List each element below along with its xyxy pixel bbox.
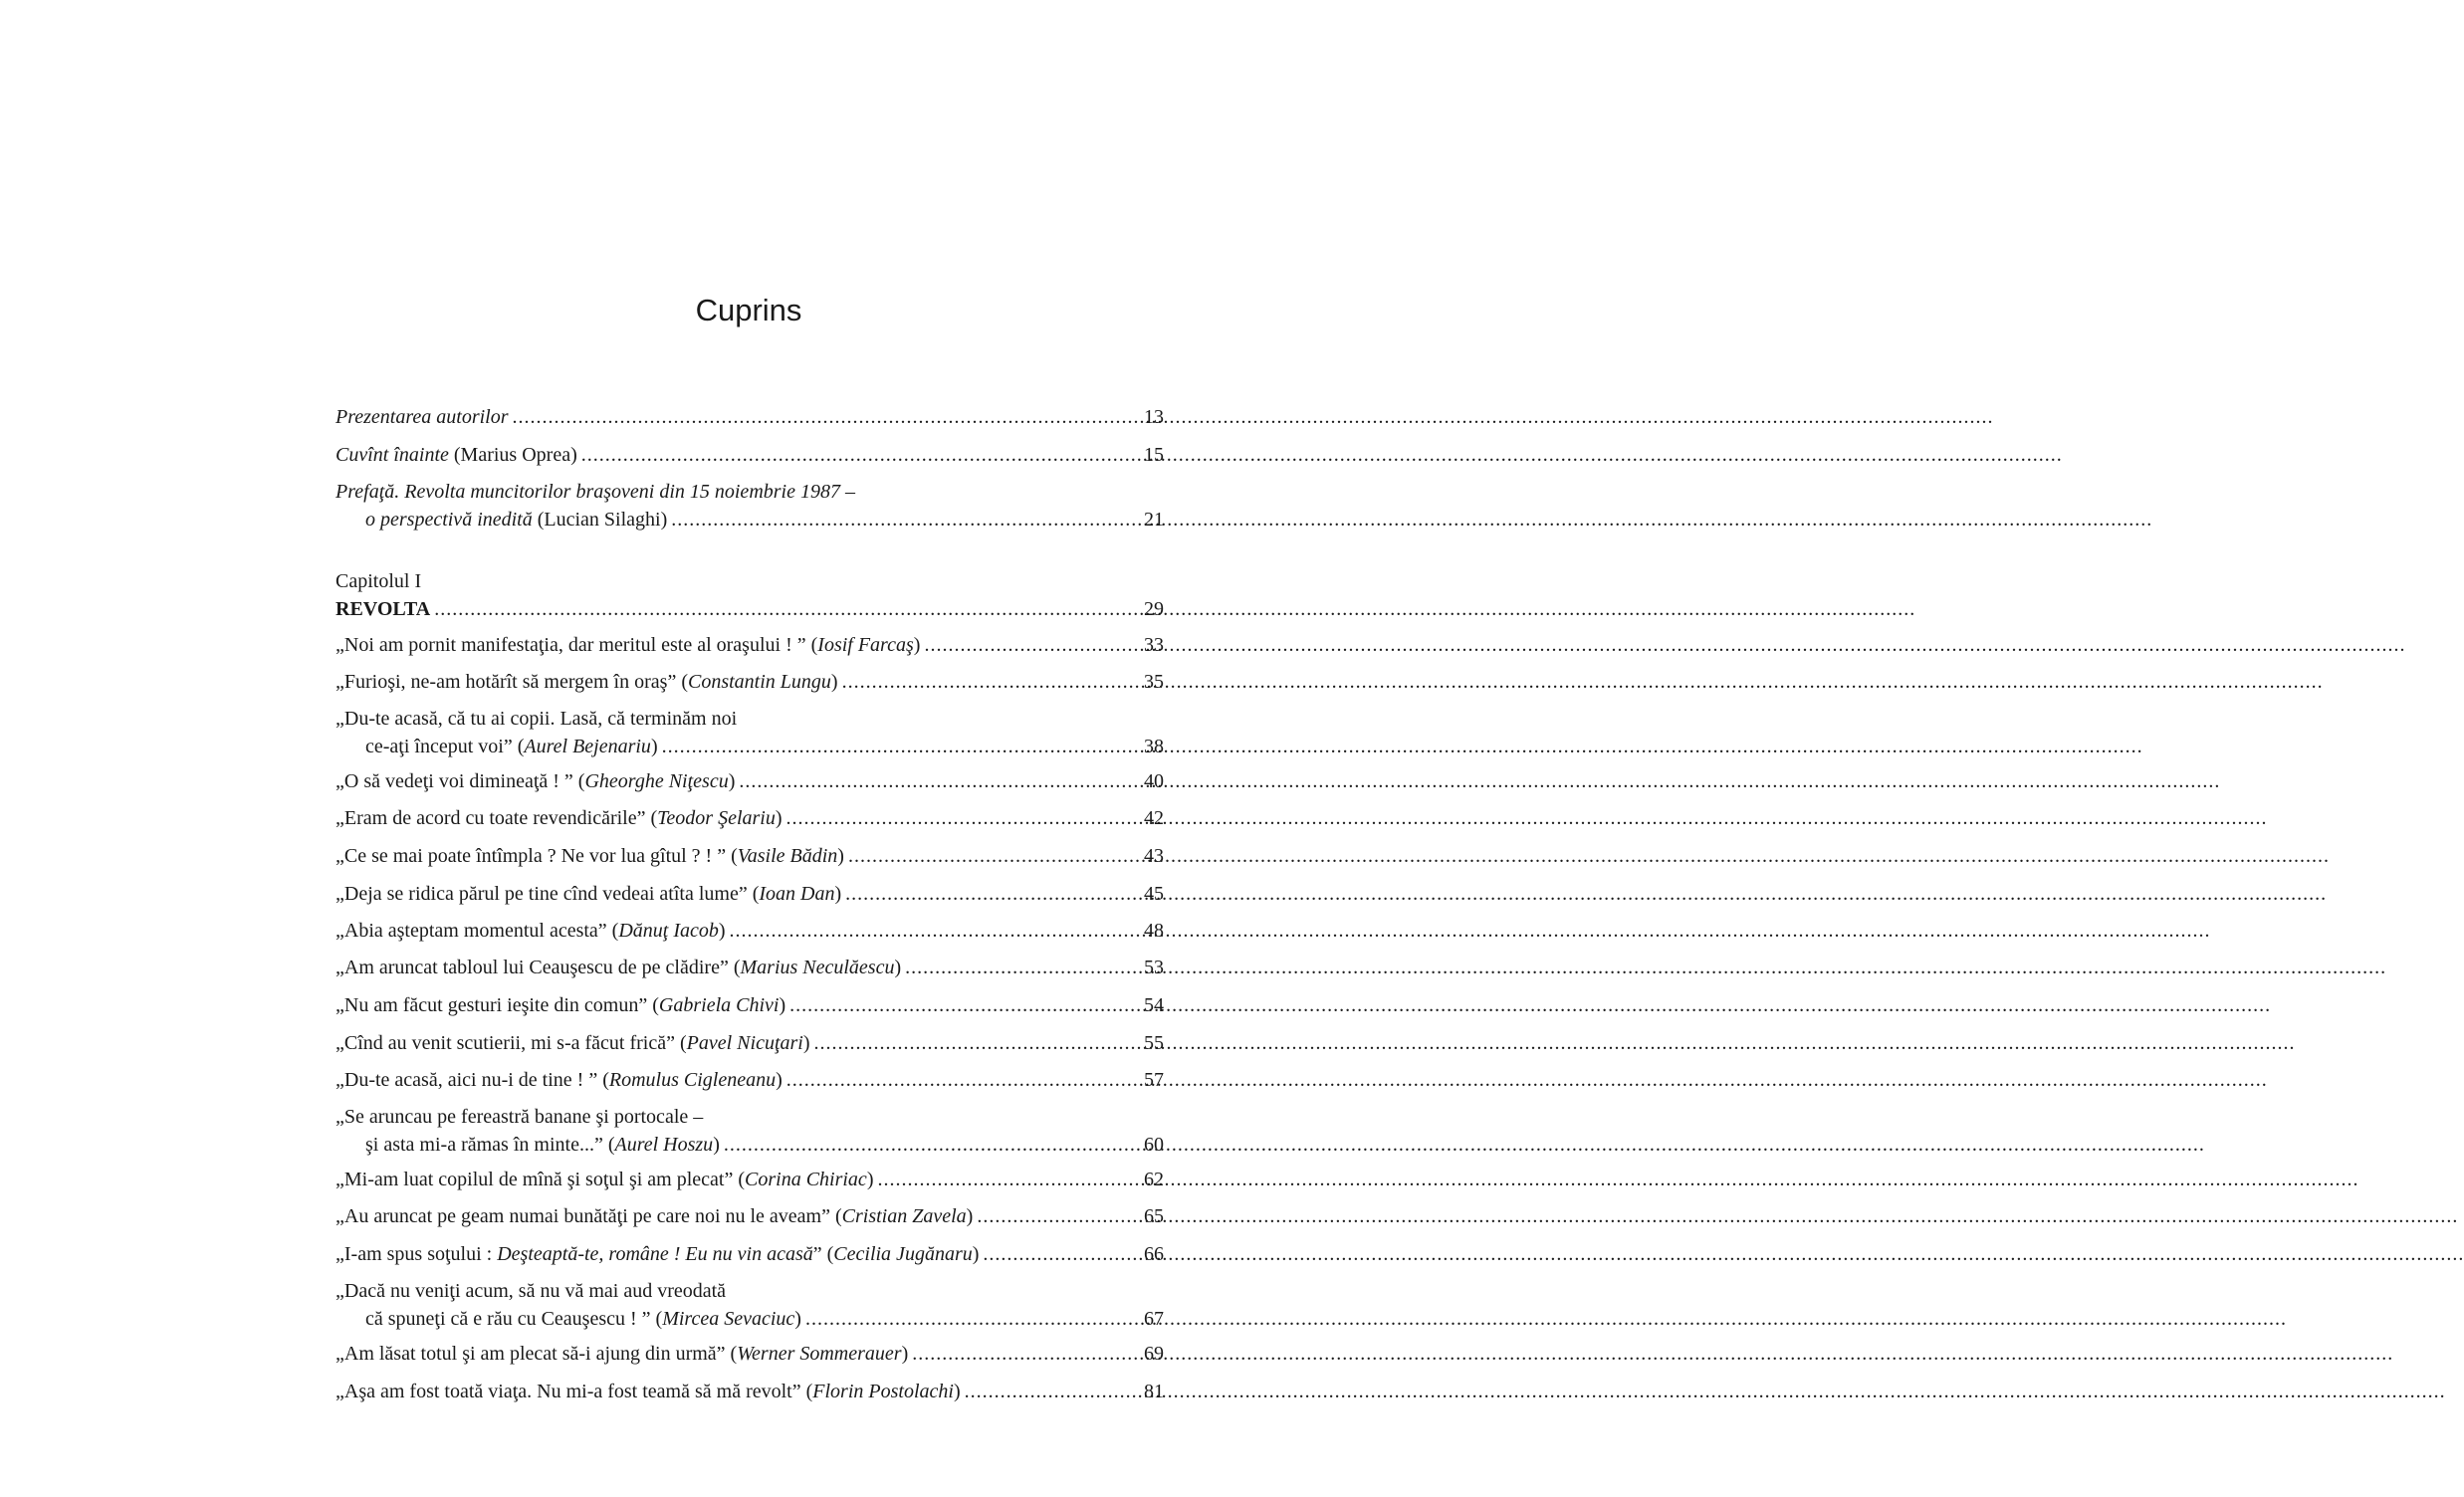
toc-text: ) bbox=[837, 845, 844, 867]
toc-entry-line bbox=[336, 1378, 1164, 1405]
toc-text: „Du-te acasă, aici nu-i de tine ! ” ( bbox=[336, 1069, 609, 1091]
toc-entry[interactable] bbox=[336, 917, 1164, 945]
toc-entry[interactable] bbox=[336, 441, 1164, 469]
dot-leader bbox=[662, 733, 1142, 760]
toc-text: ) bbox=[913, 634, 921, 656]
toc-entry-line bbox=[336, 403, 1164, 431]
dot-leader bbox=[786, 1066, 1142, 1094]
toc-entry-text bbox=[336, 991, 785, 1019]
page-number: 60 bbox=[1144, 1134, 1164, 1156]
toc-text: „Se aruncau pe fereastră banane şi portocale – bbox=[336, 1106, 704, 1128]
toc-italic-text: Cristian Zavela bbox=[841, 1205, 967, 1227]
toc-entry[interactable] bbox=[336, 1277, 1164, 1333]
page-number: 40 bbox=[1144, 770, 1164, 792]
toc-text: ) bbox=[775, 807, 783, 829]
toc-italic-text: Cecilia Jugănaru bbox=[833, 1243, 973, 1265]
toc-text: ) bbox=[953, 1381, 961, 1402]
toc-entry[interactable] bbox=[336, 403, 1164, 431]
toc-entry-line bbox=[336, 1305, 1164, 1333]
toc-entry-line bbox=[336, 991, 1164, 1019]
toc-italic-text: Prefaţă. Revolta muncitorilor braşoveni din 15 noiembrie 1987 – bbox=[336, 481, 855, 503]
toc-entry[interactable] bbox=[336, 1378, 1164, 1405]
toc-entry-text bbox=[336, 1202, 973, 1230]
toc-entry[interactable] bbox=[336, 1340, 1164, 1368]
toc-italic-text: Iosif Farcaş bbox=[817, 634, 914, 656]
toc-entry[interactable] bbox=[336, 1202, 1164, 1230]
toc-text: ) bbox=[966, 1205, 974, 1227]
toc-italic-text: o perspectivă inedită bbox=[365, 509, 533, 531]
page-number: 66 bbox=[1144, 1243, 1164, 1265]
toc-text: „Am lăsat totul şi am plecat să-i ajung din urmă” ( bbox=[336, 1343, 738, 1365]
toc-entry-line bbox=[336, 1066, 1164, 1094]
toc-text: ) bbox=[776, 1069, 783, 1091]
page-number: 65 bbox=[1144, 1205, 1164, 1227]
toc-italic-text: Pavel Nicuţari bbox=[686, 1032, 803, 1054]
toc-entry-line bbox=[336, 1131, 1164, 1159]
page-number: 67 bbox=[1144, 1308, 1164, 1330]
toc-text: şi asta mi-a rămas în minte...” ( bbox=[365, 1134, 615, 1156]
toc-entry-line bbox=[336, 1340, 1164, 1368]
toc-entry[interactable] bbox=[336, 705, 1164, 760]
toc-text: ) bbox=[834, 883, 842, 905]
toc-entry-text bbox=[336, 880, 841, 908]
toc-entry-line bbox=[336, 1166, 1164, 1193]
toc-entry-text bbox=[336, 917, 726, 945]
page-number: 42 bbox=[1144, 807, 1164, 829]
toc-italic-text: Deşteaptă-te, române ! Eu nu vin acasă bbox=[497, 1243, 813, 1265]
toc-text: „Abia aşteptam momentul acesta” ( bbox=[336, 920, 619, 942]
toc-entry-text bbox=[336, 1240, 979, 1268]
page-number: 81 bbox=[1144, 1381, 1164, 1402]
toc-italic-text: Gheorghe Niţescu bbox=[584, 770, 729, 792]
dot-leader bbox=[513, 403, 1142, 431]
toc-text: „Au aruncat pe geam numai bunătăţi pe care noi nu le aveam” ( bbox=[336, 1205, 842, 1227]
dot-leader bbox=[739, 767, 1142, 795]
toc-entry-line bbox=[336, 668, 1164, 696]
page-number: 15 bbox=[1144, 444, 1164, 466]
toc-entry-line bbox=[336, 733, 1164, 760]
page-number: 45 bbox=[1144, 883, 1164, 905]
toc-entry[interactable] bbox=[336, 767, 1164, 795]
dot-leader bbox=[789, 991, 1142, 1019]
toc-text: ) bbox=[894, 957, 902, 978]
chapter-title-line bbox=[336, 595, 1164, 623]
toc-text: „Dacă nu veniţi acum, să nu vă mai aud vreodată bbox=[336, 1280, 727, 1302]
toc-entry[interactable] bbox=[336, 1240, 1164, 1268]
toc-text: „Eram de acord cu toate revendicările” ( bbox=[336, 807, 658, 829]
toc-italic-text: Florin Postolachi bbox=[812, 1381, 954, 1402]
page-number: 57 bbox=[1144, 1069, 1164, 1091]
toc-entry-line bbox=[336, 1277, 1164, 1305]
page-number: 43 bbox=[1144, 845, 1164, 867]
chapter-heading[interactable] bbox=[336, 567, 1164, 623]
page-number: 69 bbox=[1144, 1343, 1164, 1365]
toc-entry[interactable] bbox=[336, 478, 1164, 534]
toc-text: „Deja se ridica părul pe tine cînd vedeai atîta lume” ( bbox=[336, 883, 760, 905]
toc-entry-text bbox=[336, 954, 901, 981]
page-number: 55 bbox=[1144, 1032, 1164, 1054]
toc-entry-line bbox=[336, 1202, 1164, 1230]
toc-text: „Cînd au venit scutierii, mi s-a făcut frică” ( bbox=[336, 1032, 687, 1054]
toc-entry[interactable] bbox=[336, 954, 1164, 981]
toc-entry-text bbox=[365, 1305, 801, 1333]
toc-entry[interactable] bbox=[336, 631, 1164, 659]
dot-leader bbox=[786, 804, 1142, 832]
toc-entry-line bbox=[336, 804, 1164, 832]
toc-entry[interactable] bbox=[336, 1029, 1164, 1057]
toc-text: „Nu am făcut gesturi ieşite din comun” ( bbox=[336, 994, 659, 1016]
toc-entry-text bbox=[336, 668, 838, 696]
toc-text: „Am aruncat tabloul lui Ceauşescu de pe clădire” ( bbox=[336, 957, 741, 978]
toc-text: „O să vedeţi voi dimineaţă ! ” ( bbox=[336, 770, 585, 792]
toc-entry[interactable] bbox=[336, 880, 1164, 908]
page-number: 29 bbox=[1144, 598, 1164, 620]
toc-text: ) bbox=[794, 1308, 801, 1330]
toc-entry[interactable] bbox=[336, 1166, 1164, 1193]
page-title: Cuprins bbox=[695, 293, 802, 327]
toc-entry-line bbox=[336, 478, 1164, 506]
toc-entry-line bbox=[336, 506, 1164, 534]
dot-leader bbox=[983, 1240, 1142, 1268]
toc-text: ) bbox=[650, 736, 658, 757]
toc-text: ) bbox=[802, 1032, 810, 1054]
toc-italic-text: Ioan Dan bbox=[759, 883, 835, 905]
toc-text: ) bbox=[779, 994, 786, 1016]
toc-text: ) bbox=[830, 671, 838, 693]
page-number: 21 bbox=[1144, 509, 1164, 531]
toc-italic-text: Aurel Hoszu bbox=[614, 1134, 714, 1156]
page-number: 62 bbox=[1144, 1169, 1164, 1190]
toc-italic-text: Vasile Bădin bbox=[737, 845, 838, 867]
toc-entry[interactable] bbox=[336, 668, 1164, 696]
dot-leader bbox=[724, 1131, 1142, 1159]
toc-entry-line bbox=[336, 842, 1164, 870]
toc-entry-line bbox=[336, 1103, 1164, 1131]
dot-leader bbox=[924, 631, 1142, 659]
toc-entry-text bbox=[336, 441, 577, 469]
toc-italic-text: Teodor Şelariu bbox=[657, 807, 776, 829]
toc-italic-text: Romulus Cigleneanu bbox=[608, 1069, 777, 1091]
chapter-label: Capitolul I bbox=[336, 570, 422, 592]
toc-entry-line bbox=[336, 1029, 1164, 1057]
toc-entry-text bbox=[336, 1029, 810, 1057]
toc-entry-line bbox=[336, 767, 1164, 795]
toc-entry[interactable] bbox=[336, 804, 1164, 832]
dot-leader bbox=[434, 595, 1142, 623]
toc-italic-text: Marius Neculăescu bbox=[740, 957, 895, 978]
toc-entry-text bbox=[336, 842, 844, 870]
toc-entry-text bbox=[336, 1166, 873, 1193]
toc-text: „Ce se mai poate întîmpla ? Ne vor lua gîtul ? ! ” ( bbox=[336, 845, 738, 867]
page-number: 54 bbox=[1144, 994, 1164, 1016]
toc-entry-text bbox=[365, 1131, 720, 1159]
toc-entry-text bbox=[365, 506, 667, 534]
toc-text: „Aşa am fost toată viaţa. Nu mi-a fost teamă să mă revolt” ( bbox=[336, 1381, 813, 1402]
toc-text: (Lucian Silaghi) bbox=[532, 509, 668, 531]
toc-text: ) bbox=[866, 1169, 874, 1190]
dot-leader bbox=[905, 954, 1142, 981]
toc-text: ) bbox=[718, 920, 726, 942]
dot-leader bbox=[845, 880, 1142, 908]
dot-leader bbox=[730, 917, 1142, 945]
page-number: 48 bbox=[1144, 920, 1164, 942]
dot-leader bbox=[581, 441, 1142, 469]
toc-italic-text: Gabriela Chivi bbox=[658, 994, 780, 1016]
toc-text: „Du-te acasă, că tu ai copii. Lasă, că terminăm noi bbox=[336, 708, 738, 730]
toc-entry-text bbox=[336, 767, 735, 795]
toc-text: „I-am spus soţului : bbox=[336, 1243, 498, 1265]
toc-entry-line bbox=[336, 954, 1164, 981]
toc-italic-text: Werner Sommerauer bbox=[737, 1343, 902, 1365]
toc-entry-line bbox=[336, 880, 1164, 908]
toc-entry-text bbox=[336, 1378, 961, 1405]
toc-entry-text bbox=[336, 1340, 908, 1368]
toc-text: ) bbox=[713, 1134, 720, 1156]
toc-entry-line bbox=[336, 631, 1164, 659]
toc-text: „Mi-am luat copilul de mînă şi soţul şi am plecat” ( bbox=[336, 1169, 746, 1190]
dot-leader bbox=[842, 668, 1142, 696]
toc-entry-line bbox=[336, 705, 1164, 733]
page-number: 13 bbox=[1144, 406, 1164, 428]
dot-leader bbox=[977, 1202, 1142, 1230]
toc-italic-text: Dănuţ Iacob bbox=[618, 920, 719, 942]
dot-leader bbox=[965, 1378, 1142, 1405]
page-number: 53 bbox=[1144, 957, 1164, 978]
toc-entry-text bbox=[336, 804, 783, 832]
toc-entry[interactable] bbox=[336, 991, 1164, 1019]
dot-leader bbox=[671, 506, 1142, 534]
toc-entry[interactable] bbox=[336, 1103, 1164, 1159]
toc-text: că spuneţi că e rău cu Ceauşescu ! ” ( bbox=[365, 1308, 663, 1330]
toc-italic-text: Constantin Lungu bbox=[687, 671, 831, 693]
chapter-title: REVOLTA bbox=[336, 598, 431, 620]
dot-leader bbox=[848, 842, 1142, 870]
toc-text: (Marius Oprea) bbox=[448, 444, 577, 466]
toc-text: ” ( bbox=[812, 1243, 834, 1265]
dot-leader bbox=[805, 1305, 1142, 1333]
toc-entry-text bbox=[336, 631, 920, 659]
toc-entry-line bbox=[336, 441, 1164, 469]
toc-entry-text bbox=[365, 733, 658, 760]
page-number: 35 bbox=[1144, 671, 1164, 693]
toc-entry-line bbox=[336, 1240, 1164, 1268]
toc-italic-text: Mircea Sevaciuc bbox=[662, 1308, 795, 1330]
toc-text: ce-aţi început voi” ( bbox=[365, 736, 525, 757]
toc-entry-text bbox=[336, 403, 509, 431]
toc-entry[interactable] bbox=[336, 1066, 1164, 1094]
toc-text: „Noi am pornit manifestaţia, dar meritul este al oraşului ! ” ( bbox=[336, 634, 818, 656]
page-number: 38 bbox=[1144, 736, 1164, 757]
toc-text: „Furioşi, ne-am hotărît să mergem în oraş” ( bbox=[336, 671, 688, 693]
dot-leader bbox=[814, 1029, 1142, 1057]
toc-text: ) bbox=[972, 1243, 980, 1265]
toc-text: ) bbox=[901, 1343, 909, 1365]
toc-entry-text bbox=[336, 1066, 783, 1094]
toc-italic-text: Cuvînt înainte bbox=[336, 444, 449, 466]
dot-leader bbox=[877, 1166, 1142, 1193]
dot-leader bbox=[912, 1340, 1142, 1368]
toc-italic-text: Prezentarea autorilor bbox=[336, 406, 509, 428]
toc-italic-text: Aurel Bejenariu bbox=[524, 736, 651, 757]
page-number: 33 bbox=[1144, 634, 1164, 656]
toc-italic-text: Corina Chiriac bbox=[745, 1169, 867, 1190]
toc-entry-line bbox=[336, 917, 1164, 945]
toc-entry[interactable] bbox=[336, 842, 1164, 870]
toc-text: ) bbox=[728, 770, 736, 792]
